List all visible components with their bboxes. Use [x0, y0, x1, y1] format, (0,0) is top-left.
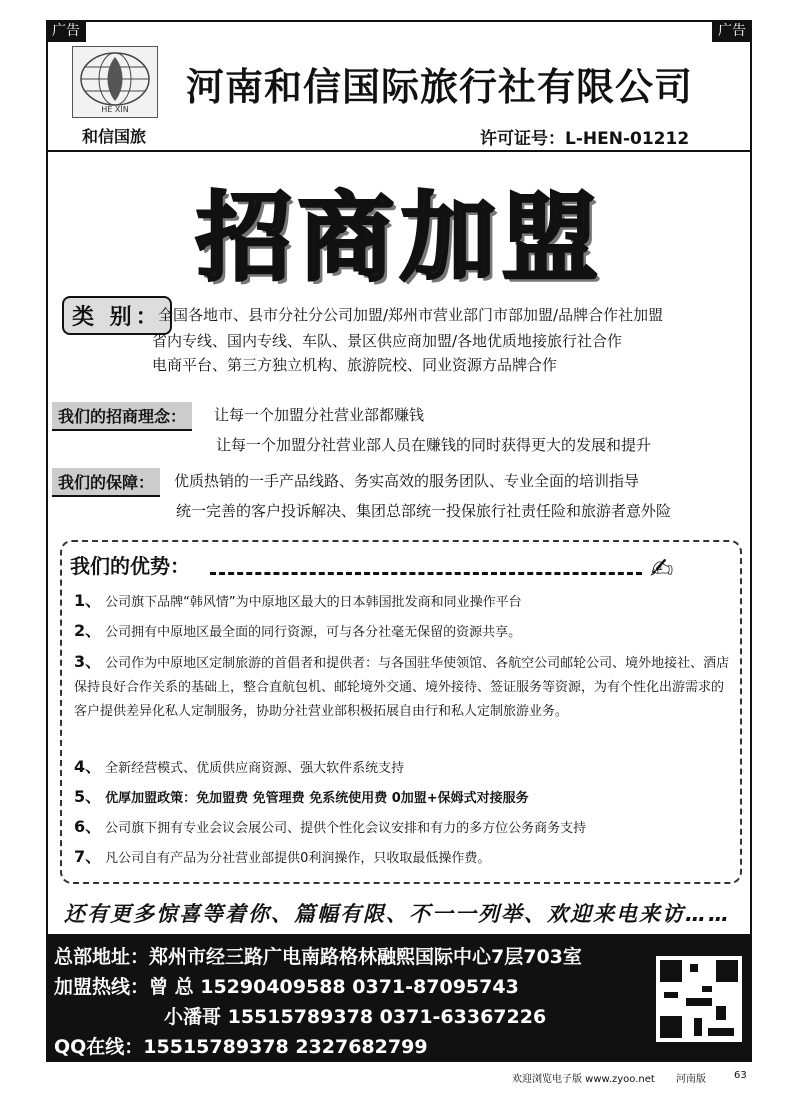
- header-divider: [46, 150, 752, 152]
- contact-footer: [46, 934, 752, 1062]
- globe-icon: [72, 46, 158, 118]
- advantages-title: 我们的优势：: [70, 554, 190, 578]
- philosophy-line-2: 让每一个加盟分社营业部人员在赚钱的同时获得更大的发展和提升: [216, 436, 652, 454]
- hq-address: 总部地址：郑州市经三路广电南路格林融熙国际中心7层703室: [54, 946, 582, 968]
- qr-code-icon: [656, 956, 742, 1042]
- advantage-item: 6、 公司旗下拥有专业会议会展公司、提供个性化会议安排和有力的多方位公务商务支持: [74, 817, 587, 836]
- hotline-2: 小潘哥 15515789378 0371-63367226: [164, 1006, 547, 1028]
- category-label: 类 别：: [62, 296, 172, 335]
- hotline-1: 加盟热线：曾 总 15290409588 0371-87095743: [54, 976, 519, 998]
- advantages-dash-line: [210, 572, 642, 575]
- ad-label-left: 广告: [46, 20, 86, 42]
- ad-label-right: 广告: [712, 20, 752, 42]
- more-surprises-text: 还有更多惊喜等着你、篇幅有限、不一一列举、欢迎来电来访……: [64, 902, 731, 926]
- pen-hand-icon: ✍: [650, 552, 674, 585]
- logo-en-text: HE XIN: [101, 105, 129, 114]
- guarantee-line-1: 优质热销的一手产品线路、务实高效的服务团队、专业全面的培训指导: [174, 472, 640, 490]
- advantage-item: 3、 公司作为中原地区定制旅游的首倡者和提供者：与各国驻华使领馆、各航空公司邮轮公司、境外地接社、酒店保持良好合作关系的基础上，整合直航包机、邮轮境外交通、境外接待、签证服务等资源，为有个性化出游需求的客户提供差异化私人定制服务，协助分社营业部积极拓展自由行和私人定制旅游业务。: [74, 652, 730, 719]
- category-line-3: 电商平台、第三方独立机构、旅游院校、同业资源方品牌合作: [152, 356, 558, 374]
- ebook-note: 欢迎浏览电子版 www.zyoo.net: [512, 1074, 655, 1085]
- guarantee-line-2: 统一完善的客户投诉解决、集团总部统一投保旅行社责任险和旅游者意外险: [176, 502, 672, 520]
- advantage-item: 5、 优厚加盟政策：免加盟费 免管理费 免系统使用费 0加盟+保姆式对接服务: [74, 787, 529, 806]
- philosophy-label: 我们的招商理念：: [52, 402, 192, 431]
- company-name: 河南和信国际旅行社有限公司: [186, 65, 694, 109]
- advantage-item: 7、 凡公司自有产品为分社营业部提供0利润操作，只收取最低操作费。: [74, 847, 491, 866]
- guarantee-label: 我们的保障：: [52, 468, 160, 497]
- company-logo: [64, 46, 164, 146]
- logo-name: 和信国旅: [81, 127, 146, 146]
- philosophy-line-1: 让每一个加盟分社营业部都赚钱: [214, 406, 425, 424]
- advantage-item: 4、 全新经营模式、优质供应商资源、强大软件系统支持: [74, 757, 405, 776]
- slogan-headline: 招商加盟: [196, 182, 604, 294]
- qq-online: QQ在线：15515789378 2327682799: [54, 1036, 428, 1058]
- page-number: 63: [734, 1070, 747, 1081]
- license-number: 许可证号：L-HEN-01212: [480, 129, 690, 149]
- category-line-2: 省内专线、国内专线、车队、景区供应商加盟/各地优质地接旅行社合作: [152, 332, 623, 350]
- edition-label: 河南版: [676, 1074, 706, 1085]
- category-line-1: 全国各地市、县市分社分公司加盟/郑州市营业部门市部加盟/品牌合作社加盟: [158, 306, 664, 324]
- advantage-item: 2、 公司拥有中原地区最全面的同行资源，可与各分社毫无保留的资源共享。: [74, 621, 522, 640]
- advantage-item: 1、 公司旗下品牌“韩风情”为中原地区最大的日本韩国批发商和同业操作平台: [74, 591, 522, 610]
